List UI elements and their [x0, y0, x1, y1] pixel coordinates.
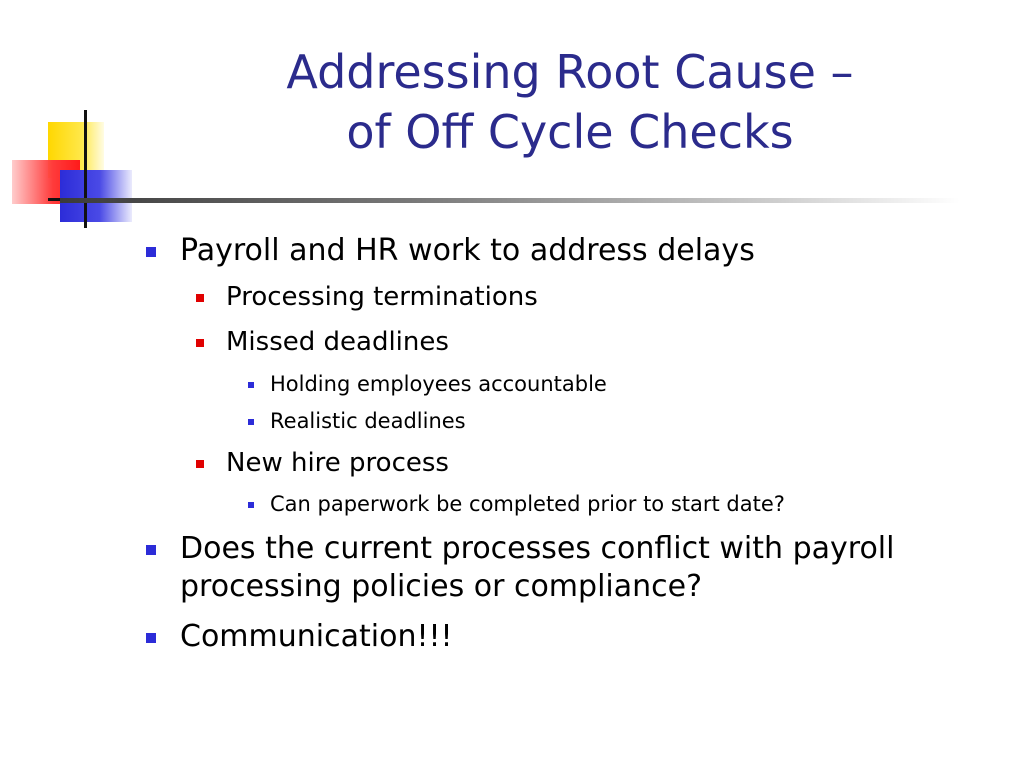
bullet-item [270, 489, 990, 519]
bullet-item [180, 618, 980, 656]
bullet-item [270, 369, 990, 399]
slide-title [230, 42, 910, 162]
title-line-1: Addressing Root Cause – [286, 45, 854, 99]
blue-square-decoration [60, 170, 132, 222]
bullet-square-icon [248, 502, 254, 508]
bullet-item [180, 232, 980, 270]
bullet-text: Missed deadlines [226, 327, 449, 357]
bullet-item [180, 530, 980, 606]
bullet-square-icon [146, 633, 156, 643]
bullet-square-icon [196, 460, 204, 468]
bullet-text: New hire process [226, 448, 449, 478]
bullet-text: Communication!!! [180, 619, 453, 654]
decorative-logo [0, 0, 200, 240]
logo-vertical-line [84, 110, 87, 228]
title-divider [60, 198, 960, 203]
bullet-square-icon [146, 247, 156, 257]
title-line-2: of Off Cycle Checks [346, 105, 794, 159]
bullet-text: Payroll and HR work to address delays [180, 233, 755, 268]
bullet-item [226, 325, 986, 359]
bullet-square-icon [248, 419, 254, 425]
bullet-text: Holding employees accountable [270, 372, 607, 396]
bullet-item [270, 406, 990, 436]
bullet-square-icon [248, 382, 254, 388]
bullet-item [226, 446, 986, 480]
bullet-text: Does the current processes conflict with payroll processing policies or compliance? [180, 531, 895, 604]
bullet-text: Processing terminations [226, 282, 538, 312]
bullet-square-icon [196, 294, 204, 302]
bullet-text: Can paperwork be completed prior to start date? [270, 492, 785, 516]
bullet-text: Realistic deadlines [270, 409, 466, 433]
bullet-square-icon [196, 339, 204, 347]
bullet-item [226, 280, 986, 314]
bullet-square-icon [146, 545, 156, 555]
